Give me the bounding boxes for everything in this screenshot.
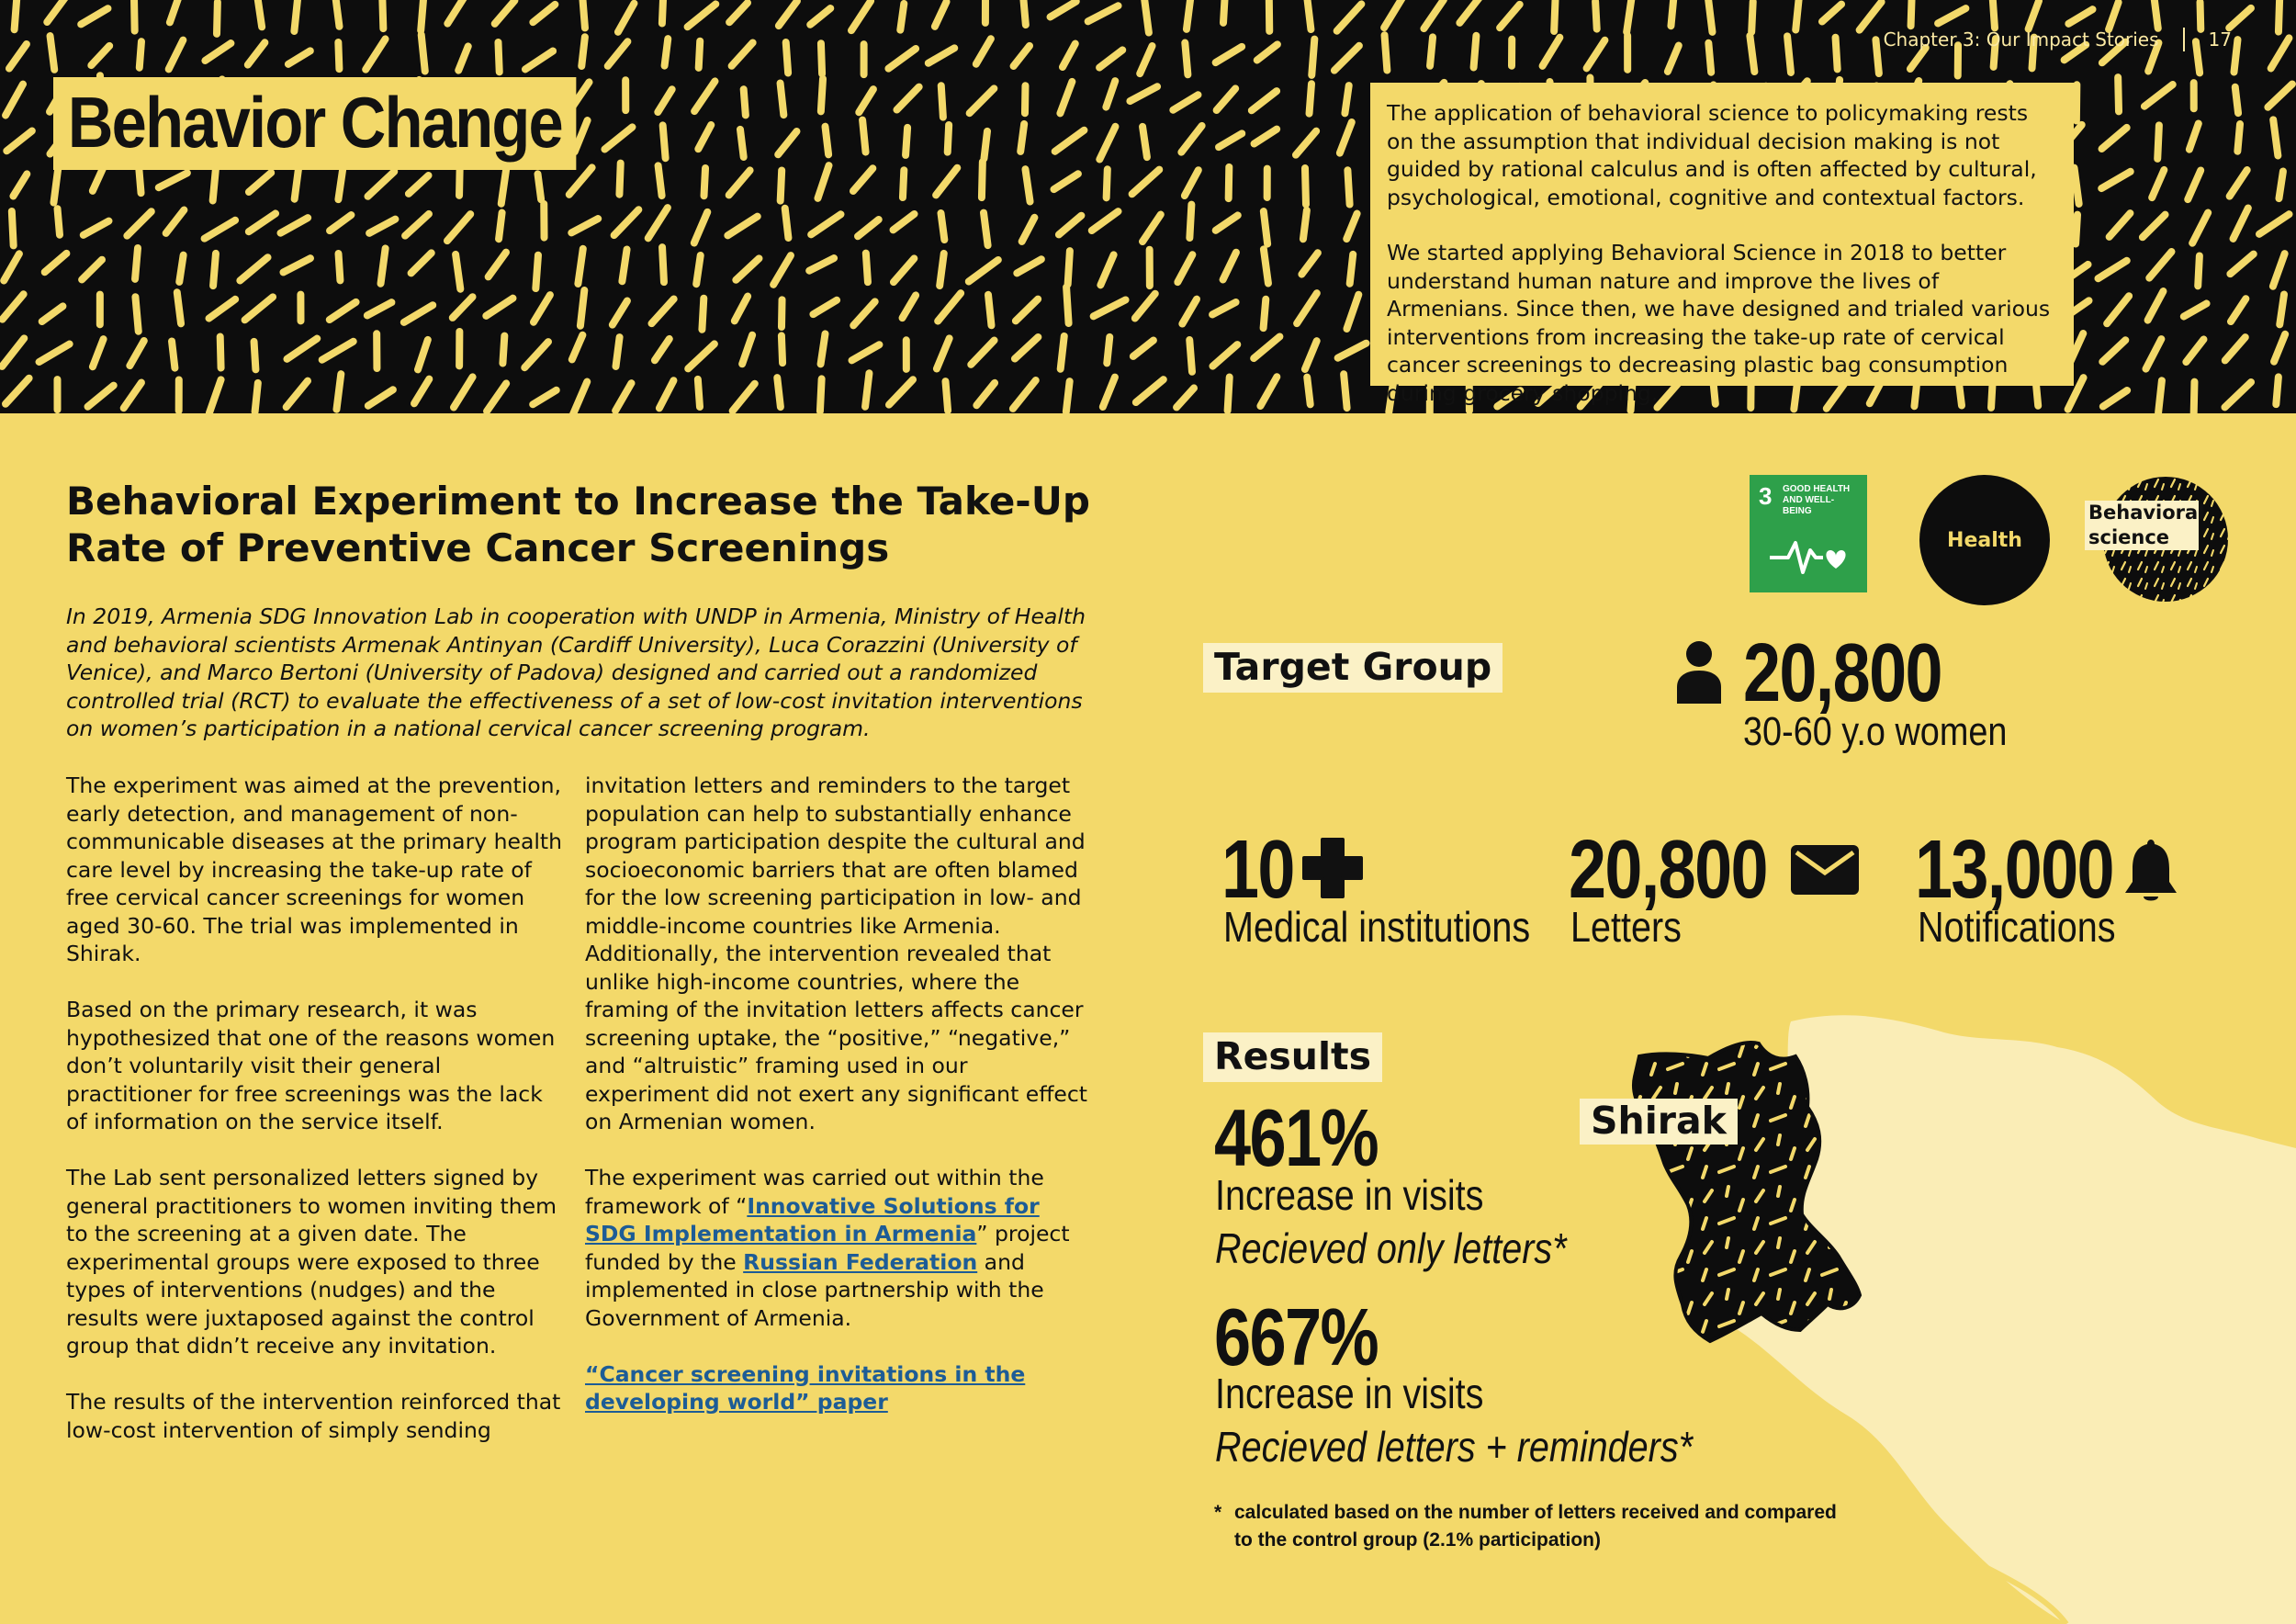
target-count: 20,800 <box>1743 627 1941 719</box>
sdg-3-badge <box>1750 475 1867 592</box>
body-paragraph: The experiment was aimed at the prevention, early detection, and management of non-communicable diseases at the primary health care level by increasing the take-up rate of free cervical cancer screenings for women aged 30-60. The trial was implemented in Shirak. <box>66 773 563 966</box>
article-lead: In 2019, Armenia SDG Innovation Lab in cooperation with UNDP in Armenia, Ministry of Health and behavioral scientists Armenak Antinyan (Cardiff University), Luca Corazzini (University of Venice), and Marco Bertoni (University of Padova) designed and carried out a randomized controlled trial (RCT) to evaluate the effectiveness of a set of low-cost invitation interventions on women’s participation in a national cervical cancer screening program. <box>66 603 1086 741</box>
russian-federation-link[interactable]: Russian Federation <box>743 1248 978 1275</box>
text-span: and implemented in close partnership with the Government of Armenia. <box>585 1248 1044 1331</box>
footnote-marker: * <box>1214 1502 1222 1523</box>
behavioral-science-label: Behavioral science <box>2085 501 2199 550</box>
health-badge: Health <box>1919 475 2050 605</box>
body-paragraph: The results of the intervention reinforced that low-cost intervention of simply sending <box>66 1389 561 1443</box>
stat-value: 10 <box>1221 824 1294 916</box>
body-paragraph <box>585 1164 1095 1332</box>
result-value: 461% <box>1214 1092 1379 1183</box>
footnote <box>1214 1499 1837 1554</box>
result-note: Recieved only letters* <box>1215 1224 1567 1272</box>
sdg-project-link[interactable]: Innovative Solutions for SDG Implementation in Armenia <box>585 1192 1040 1246</box>
target-group-label: Target Group <box>1203 643 1503 693</box>
body-paragraph: Based on the primary research, it was hypothesized that one of the reasons women don’t voluntarily visit their general practitioner for free screenings was the lack of information on the service itself. <box>66 997 556 1134</box>
footnote-text-line: to the control group (2.1% participation) <box>1234 1529 1601 1551</box>
results-label: Results <box>1203 1032 1382 1082</box>
text-span: The experiment was carried out within the framework of “ <box>585 1165 1044 1219</box>
stat-label: Letters <box>1570 903 1682 951</box>
footnote-text-line: calculated based on the number of letters received and compared <box>1234 1502 1837 1523</box>
sdg-number: 3 <box>1759 482 1773 510</box>
result-label: Increase in visits <box>1215 1370 1484 1417</box>
result-note: Recieved letters + reminders* <box>1215 1423 1694 1471</box>
person-icon <box>1673 639 1725 705</box>
body-paragraph: invitation letters and reminders to the target population can help to substantially enhance program participation despite the cultural and socioeconomic barriers that are often blamed for the low screening participation in low- and middle-income countries like Armenia. Additionally, the intervention revealed that unlike high-income countries, where the framing of the invitation letters affects cancer screening uptake, the “positive,” “negative,” and “altruistic” framing used in our experiment did not exert any significant effect on Armenian women. <box>585 773 1087 1134</box>
paper-link[interactable]: “Cancer screening invitations in the developing world” paper <box>585 1360 1026 1415</box>
article-column-right <box>585 772 1095 1416</box>
plus-icon <box>1300 836 1365 900</box>
page-number: 17 <box>2208 28 2232 51</box>
chapter-label: Chapter 3: Our Impact Stories <box>1883 28 2159 51</box>
heartbeat-icon <box>1768 532 1851 578</box>
stat-label: Notifications <box>1918 903 2116 951</box>
intro-paragraph: The application of behavioral science to policymaking rests on the assumption that individual decision making is not guided by rational calculus and is often affected by cultural, psychological, emotional, cognitive and contextual factors. <box>1387 100 2037 210</box>
text-span: ” project funded by the <box>585 1221 1070 1275</box>
section-title: Behavior Change <box>53 77 577 170</box>
behavioral-science-badge <box>2085 475 2232 603</box>
article-title: Behavioral Experiment to Increase the Take-Up Rate of Preventive Cancer Screenings <box>66 479 1090 570</box>
intro-paragraph: We started applying Behavioral Science in 2018 to better understand human nature and improve the lives of Armenians. Since then, we have designed and trialed various interventions from increasing the take-up rate of cervical cancer screenings to decreasing plastic bag consumption during grocery shopping. <box>1387 240 2051 406</box>
stat-value: 20,800 <box>1569 824 1767 916</box>
stat-label: Medical institutions <box>1223 903 1531 951</box>
result-label: Increase in visits <box>1215 1171 1484 1219</box>
envelope-icon <box>1789 843 1861 897</box>
paper-link-paragraph <box>585 1360 1095 1416</box>
stat-value: 13,000 <box>1915 824 2113 916</box>
body-paragraph: The Lab sent personalized letters signed by general practitioners to women inviting them to the screening at a given date. The experimental groups were exposed to three types of interventions (nudges) and the results were juxtaposed against the control group that didn’t receive any invitation. <box>66 1165 557 1359</box>
shirak-region-label: Shirak <box>1580 1099 1738 1145</box>
article-column-left <box>66 772 567 1444</box>
target-description: 30-60 y.o women <box>1743 709 2008 754</box>
bell-icon <box>2123 836 2178 906</box>
sdg-goal-text: GOOD HEALTH AND WELL-BEING <box>1783 484 1851 516</box>
result-value: 667% <box>1214 1291 1379 1382</box>
